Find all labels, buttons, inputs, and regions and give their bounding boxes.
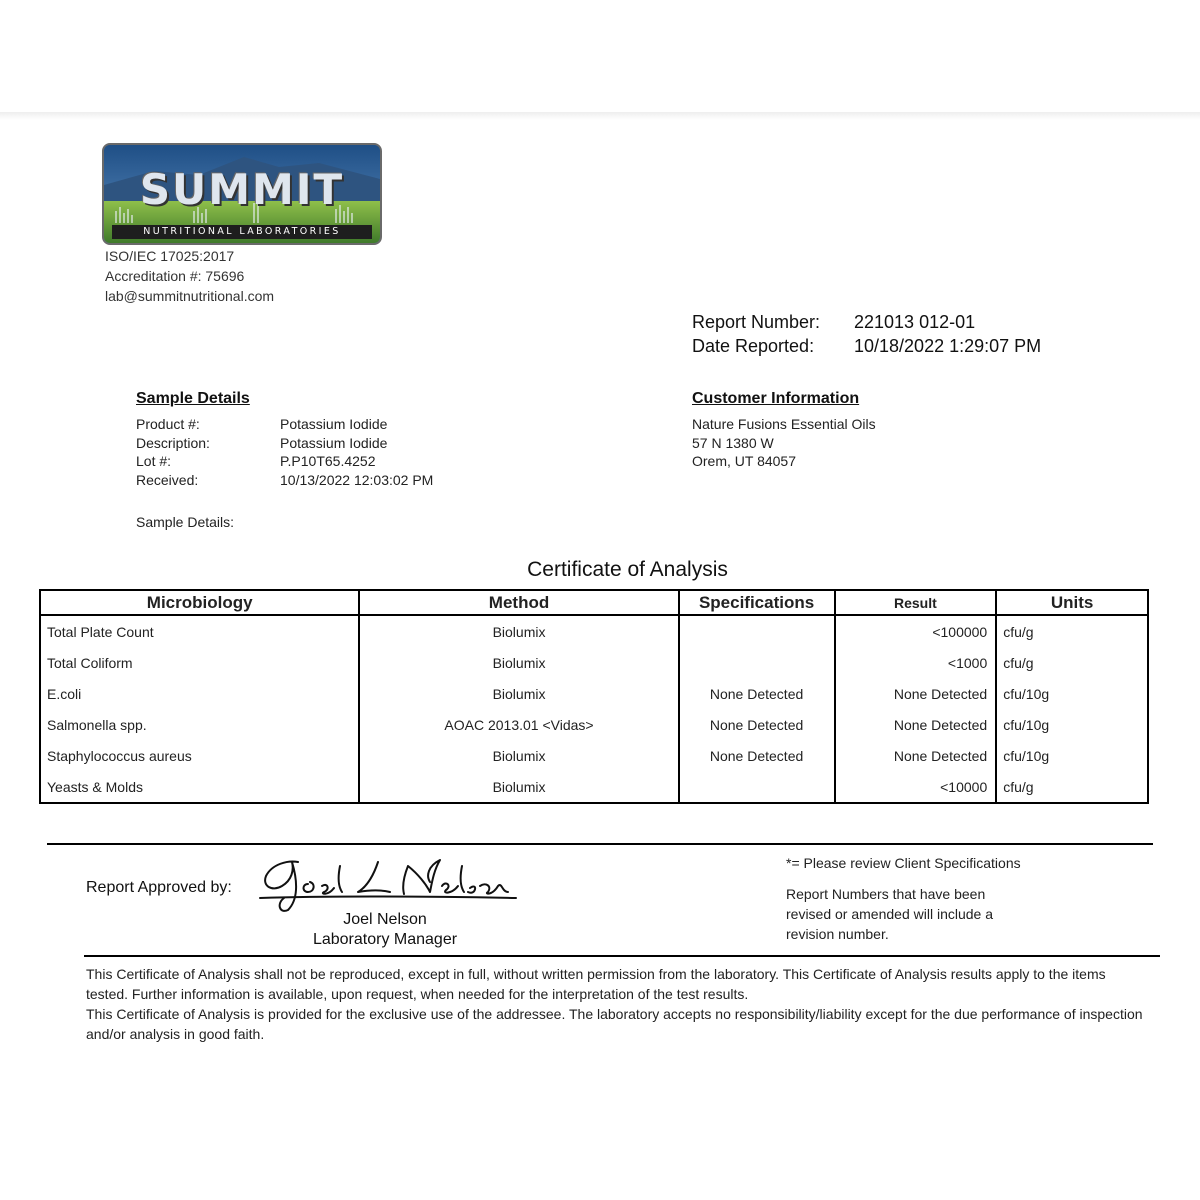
- product-value: Potassium Iodide: [280, 416, 388, 432]
- col-header-specifications: Specifications: [679, 590, 835, 615]
- test-name: Staphylococcus aureus: [40, 740, 359, 771]
- test-units: cfu/10g: [996, 709, 1148, 740]
- report-number-label: Report Number:: [692, 312, 821, 332]
- test-method: Biolumix: [359, 647, 678, 678]
- test-spec: None Detected: [679, 709, 835, 740]
- test-result: <10000: [835, 771, 997, 803]
- lab-info: [105, 246, 274, 306]
- description-value: Potassium Iodide: [280, 434, 388, 451]
- table-row: [40, 740, 1148, 771]
- test-result: None Detected: [835, 740, 997, 771]
- col-header-result: Result: [835, 590, 997, 615]
- report-number-value: 221013 012-01: [854, 312, 976, 332]
- table-row: [40, 771, 1148, 803]
- date-reported-row: [692, 334, 1041, 358]
- divider-upper: [47, 843, 1153, 845]
- top-band-shadow: [0, 112, 1200, 120]
- test-units: cfu/g: [996, 615, 1148, 647]
- test-result: <1000: [835, 647, 997, 678]
- client-spec-note: *= Please review Client Specifications: [786, 855, 1021, 871]
- top-blank-band: [0, 0, 1200, 112]
- col-header-microbiology: Microbiology: [40, 590, 359, 615]
- table-row: [40, 709, 1148, 740]
- test-spec: [679, 771, 835, 803]
- received-label: Received:: [136, 471, 199, 488]
- sample-field-row: [136, 471, 433, 490]
- test-units: cfu/g: [996, 771, 1148, 803]
- disclaimer: [86, 964, 1146, 1044]
- test-method: Biolumix: [359, 615, 678, 647]
- table-row: [40, 647, 1148, 678]
- test-result: None Detected: [835, 678, 997, 709]
- report-approved-label: Report Approved by:: [86, 879, 232, 896]
- test-method: Biolumix: [359, 771, 678, 803]
- product-label: Product #:: [136, 416, 200, 432]
- test-spec: None Detected: [679, 678, 835, 709]
- logo-wordmark: SUMMIT: [139, 165, 345, 214]
- sample-field-row: [136, 415, 433, 434]
- col-header-method: Method: [359, 590, 678, 615]
- test-name: Salmonella spp.: [40, 709, 359, 740]
- sample-field-row: [136, 434, 433, 453]
- lot-value: P.P10T65.4252: [280, 453, 376, 469]
- sample-details-heading: Sample Details: [136, 390, 250, 407]
- test-spec: None Detected: [679, 740, 835, 771]
- customer-name: Nature Fusions Essential Oils: [692, 416, 876, 432]
- sample-details: [136, 390, 433, 489]
- test-spec: [679, 647, 835, 678]
- test-method: Biolumix: [359, 678, 678, 709]
- customer-address-line1: 57 N 1380 W: [692, 434, 774, 451]
- logo-subtitle: NUTRITIONAL LABORATORIES: [112, 225, 372, 239]
- sample-field-row: [136, 452, 433, 471]
- disclaimer-paragraph-1: This Certificate of Analysis shall not be reproduced, except in full, without written permission from the laboratory. This Certificate of Analysis results apply to the items tested. Further information is available, upon request, when needed for the interpretation of the test results.: [86, 966, 1106, 1002]
- test-name: E.coli: [40, 678, 359, 709]
- test-name: Total Coliform: [40, 647, 359, 678]
- description-label: Description:: [136, 434, 210, 451]
- disclaimer-paragraph-2: This Certificate of Analysis is provided for the exclusive use of the addressee. The laboratory accepts no responsibility/liability except for the due performance of inspection and/or analysis in good faith.: [86, 1006, 1143, 1042]
- iso-standard: ISO/IEC 17025:2017: [105, 248, 235, 264]
- report-number-row: [692, 310, 1041, 334]
- signatory-title: Laboratory Manager: [312, 931, 458, 948]
- report-meta: [692, 310, 1041, 358]
- table-row: [40, 615, 1148, 647]
- test-method: Biolumix: [359, 740, 678, 771]
- sample-details-label: Sample Details:: [136, 514, 235, 530]
- table-header-row: [40, 590, 1148, 615]
- test-result: <100000: [835, 615, 997, 647]
- received-value: 10/13/2022 12:03:02 PM: [280, 471, 434, 488]
- table-row: [40, 678, 1148, 709]
- summit-logo: [102, 143, 382, 245]
- test-result: None Detected: [835, 709, 997, 740]
- col-header-units: Units: [996, 590, 1148, 615]
- test-units: cfu/10g: [996, 678, 1148, 709]
- accreditation-number: Accreditation #: 75696: [105, 268, 245, 284]
- date-reported-label: Date Reported:: [692, 336, 815, 356]
- certificate-title: Certificate of Analysis: [527, 558, 728, 581]
- customer-address-line2: Orem, UT 84057: [692, 453, 797, 469]
- signatory-block: [270, 910, 500, 950]
- test-name: Yeasts & Molds: [40, 771, 359, 803]
- revision-note: Report Numbers that have been revised or amended will include a revision number.: [786, 886, 993, 942]
- test-units: cfu/g: [996, 647, 1148, 678]
- report-notes: [786, 853, 1026, 944]
- lab-email: lab@summitnutritional.com: [105, 288, 275, 304]
- microbiology-results-table: [39, 589, 1149, 804]
- customer-information: [692, 390, 876, 471]
- test-method: AOAC 2013.01 <Vidas>: [359, 709, 678, 740]
- test-name: Total Plate Count: [40, 615, 359, 647]
- signatory-name: Joel Nelson: [343, 911, 427, 928]
- handwritten-signature: [258, 852, 520, 914]
- test-units: cfu/10g: [996, 740, 1148, 771]
- test-spec: [679, 615, 835, 647]
- customer-info-heading: Customer Information: [692, 390, 860, 407]
- date-reported-value: 10/18/2022 1:29:07 PM: [854, 336, 1042, 356]
- divider-lower: [84, 955, 1160, 957]
- lot-label: Lot #:: [136, 453, 172, 469]
